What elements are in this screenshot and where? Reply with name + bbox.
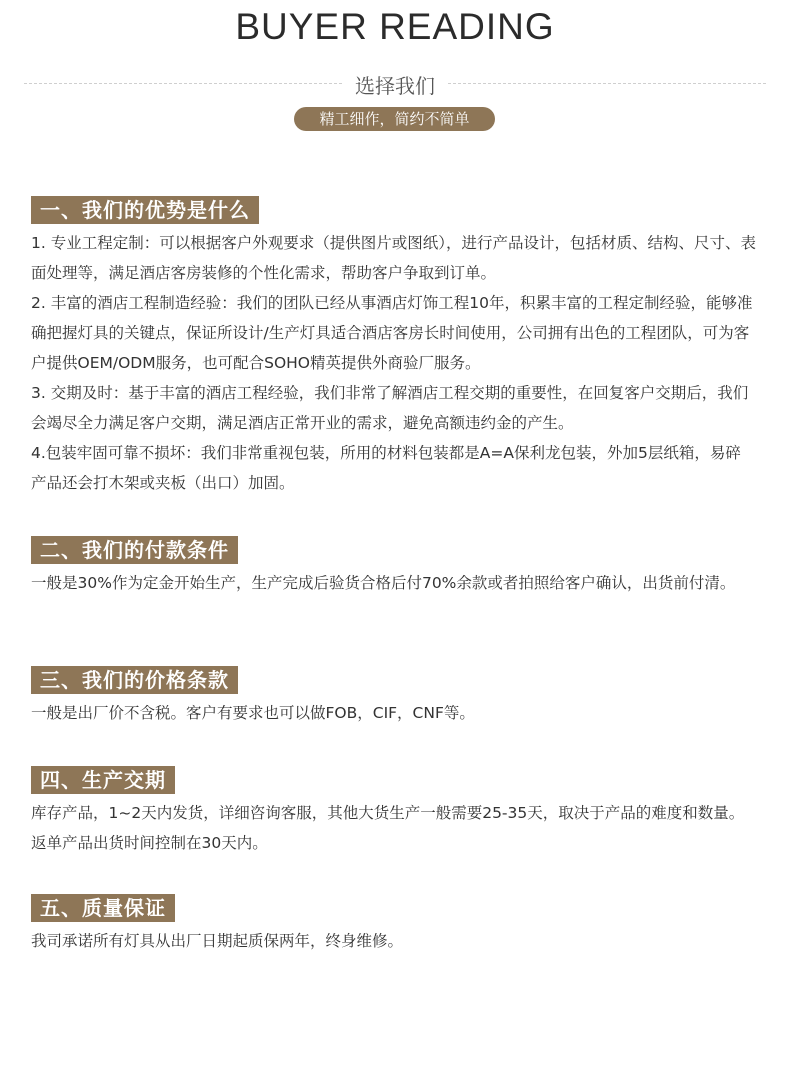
section-body — [31, 568, 756, 598]
section-payment-terms — [31, 536, 756, 598]
tagline-badge: 精工细作，简约不简单 — [294, 107, 495, 131]
section-advantages — [31, 196, 756, 498]
paragraph: 一般是出厂价不含税。客户有要求也可以做FOB，CIF，CNF等。 — [31, 704, 475, 722]
section-heading: 二、我们的付款条件 — [31, 536, 238, 564]
section-price-terms — [31, 666, 756, 728]
paragraph: 我司承诺所有灯具从出厂日期起质保两年，终身维修。 — [31, 932, 404, 950]
section-body — [31, 698, 756, 728]
section-heading: 四、生产交期 — [31, 766, 175, 794]
section-heading: 三、我们的价格条款 — [31, 666, 238, 694]
section-quality-guarantee — [31, 894, 756, 956]
page-title: BUYER READING — [235, 6, 555, 47]
section-heading: 五、质量保证 — [31, 894, 175, 922]
paragraph: 库存产品，1~2天内发货，详细咨询客服，其他大货生产一般需要25-35天，取决于产品的难度和数量。返单产品出货时间控制在30天内。 — [31, 804, 745, 852]
paragraph: 2. 丰富的酒店工程制造经验：我们的团队已经从事酒店灯饰工程10年，积累丰富的工程定制经验，能够准确把握灯具的关键点，保证所设计/生产灯具适合酒店客房长时间使用，公司拥有出色的工程团队，可为客户提供OEM/ODM服务，也可配合SOHO精英提供外商验厂服务。 — [31, 294, 753, 372]
section-body — [31, 228, 756, 498]
divider-right — [448, 83, 766, 84]
section-body — [31, 926, 756, 956]
paragraph: 1. 专业工程定制：可以根据客户外观要求（提供图片或图纸），进行产品设计，包括材质、结构、尺寸、表面处理等，满足酒店客房装修的个性化需求，帮助客户争取到订单。 — [31, 234, 756, 282]
paragraph: 一般是30%作为定金开始生产，生产完成后验货合格后付70%余款或者拍照给客户确认，出货前付清。 — [31, 574, 736, 592]
section-body — [31, 798, 756, 858]
paragraph: 3. 交期及时：基于丰富的酒店工程经验，我们非常了解酒店工程交期的重要性，在回复客户交期后，我们会竭尽全力满足客户交期，满足酒店正常开业的需求，避免高额违约金的产生。 — [31, 384, 749, 432]
section-lead-time — [31, 766, 756, 858]
paragraph: 4.包装牢固可靠不损坏：我们非常重视包装，所用的材料包装都是A=A保利龙包装，外加5层纸箱，易碎产品还会打木架或夹板（出口）加固。 — [31, 444, 741, 492]
subtitle: 选择我们 — [355, 74, 435, 98]
section-heading: 一、我们的优势是什么 — [31, 196, 259, 224]
